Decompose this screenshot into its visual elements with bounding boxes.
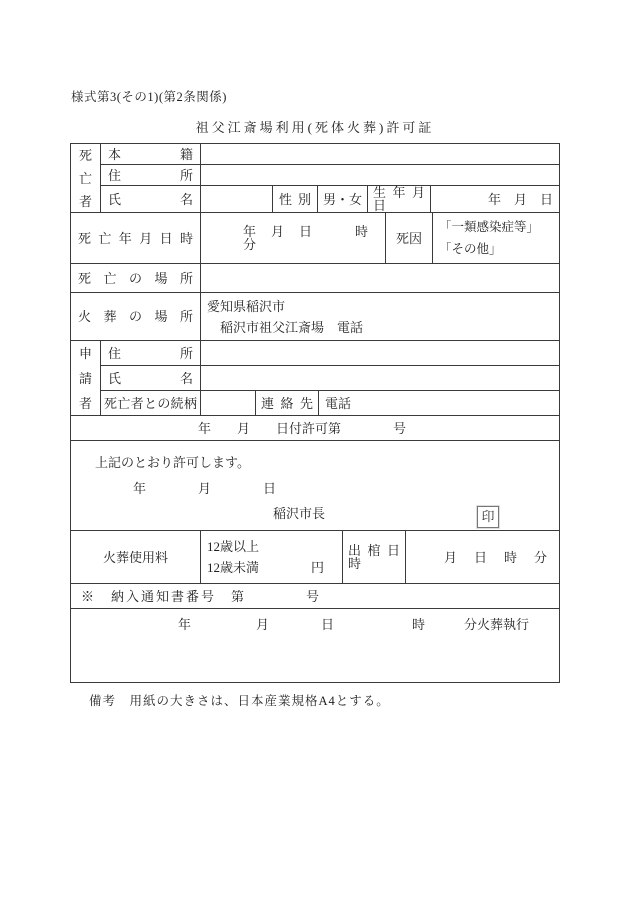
applicant-address-value-cell (201, 341, 559, 365)
relation-label-cell (101, 391, 201, 415)
domicile-label-cell (101, 144, 201, 164)
applicant-group-row (71, 341, 559, 416)
coffin-label-cell (343, 531, 406, 583)
deceased-domicile-row (101, 144, 559, 165)
deceased-name-label-cell (101, 186, 201, 212)
sex-label-cell (273, 186, 318, 212)
remarks-note: 備考 用紙の大きさは、日本産業規格A4とする。 (89, 694, 390, 708)
relation-value-cell (201, 391, 256, 415)
cause-option-2: 「その他」 (439, 242, 502, 256)
birthdate-value-cell (431, 186, 559, 212)
applicant-address-label: 住 所 (108, 345, 193, 361)
sex-options-cell (318, 186, 368, 212)
permit-number-row (71, 416, 559, 441)
deceased-address-row (101, 165, 559, 186)
applicant-address-label-cell (101, 341, 201, 365)
applicant-address-row (101, 341, 559, 366)
cremation-place-value (201, 292, 559, 342)
domicile-value-cell (201, 144, 559, 164)
deceased-group-label: 死亡者 (79, 147, 93, 209)
death-datetime-label: 死 亡 年 月 日 時 (78, 230, 193, 246)
seal-character: 印 (481, 509, 495, 525)
birthdate-value: 年 月 日 (487, 191, 553, 207)
permit-number-line: 年 月 日付許可第 号 (198, 420, 407, 436)
fee-value-cell (201, 531, 343, 583)
applicant-group-label: 申請者 (79, 345, 93, 411)
domicile-label: 本 籍 (108, 146, 193, 162)
fee-label: 火葬使用料 (102, 549, 168, 565)
deceased-group-cell (71, 144, 101, 212)
applicant-name-row (101, 366, 559, 391)
death-place-row (71, 264, 559, 293)
cremation-place-value-cell (201, 293, 559, 340)
fee-values (201, 532, 342, 582)
coffin-label: 出 棺 日 時 (348, 543, 400, 571)
deceased-address-label-cell (101, 165, 201, 185)
execution-line: 年 月 日 時 分火葬執行 (178, 617, 530, 632)
deceased-group-row (71, 144, 559, 213)
deceased-name-label: 氏 名 (108, 191, 193, 207)
form-code: 様式第3(その1)(第2条関係) (71, 90, 227, 104)
death-place-label: 死 亡 の 場 所 (78, 270, 193, 286)
death-datetime-label-cell (71, 213, 201, 263)
cause-label: 死因 (395, 230, 422, 246)
permit-number-cell (71, 416, 559, 440)
coffin-value-cell (406, 531, 559, 583)
cremation-place-label: 火 葬 の 場 所 (78, 309, 193, 324)
notice-number-line: ※ 納入通知書番号 第 号 (81, 588, 322, 604)
coffin-value: 月 日 時 分 (444, 549, 547, 565)
deceased-name-row (101, 186, 559, 212)
death-datetime-row (71, 213, 559, 264)
applicant-group-cell (71, 341, 101, 415)
death-datetime-value: 年 月 日 時 分 (243, 224, 398, 252)
cause-option-1: 「一類感染症等」 (439, 220, 540, 234)
cause-value-cell (433, 213, 559, 263)
birthdate-label: 生 年 月 日 (373, 185, 425, 213)
cremation-place-row (71, 293, 559, 341)
cause-label-cell (386, 213, 433, 263)
contact-label-cell (256, 391, 319, 415)
mayor-label: 稲沢市長 (273, 506, 326, 521)
permission-date-line: 年 月 日 (133, 480, 277, 496)
execution-cell (71, 609, 559, 682)
seal-mark (477, 506, 499, 528)
cremation-place-line2: 稲沢市祖父江斎場 電話 (207, 319, 364, 335)
cremation-place-label-cell (71, 293, 201, 340)
deceased-address-value-cell (201, 165, 559, 185)
applicant-name-label: 氏 名 (108, 370, 193, 386)
deceased-address-label: 住 所 (108, 167, 193, 183)
birthdate-label-cell (368, 186, 431, 212)
death-datetime-value-cell (201, 213, 398, 263)
cremation-place-line1: 愛知県稲沢市 (207, 298, 286, 314)
execution-row (71, 609, 559, 682)
contact-value-cell (319, 391, 559, 415)
page-title: 祖父江斎場利用(死体火葬)許可証 (195, 120, 435, 135)
contact-label: 連 絡 先 (261, 395, 313, 411)
permit-form-table (70, 143, 560, 683)
permission-row (71, 441, 559, 531)
fee-row (71, 531, 559, 584)
relation-label: 死亡者との続柄 (104, 395, 197, 411)
permission-statement: 上記のとおり許可します。 (95, 455, 250, 470)
sex-options: 男・女 (322, 191, 362, 207)
permission-cell (71, 441, 559, 530)
sex-label: 性 別 (279, 191, 311, 207)
fee-label-cell (71, 531, 201, 583)
contact-value: 電話 (325, 395, 352, 411)
death-place-label-cell (71, 264, 201, 292)
death-place-value-cell (201, 264, 559, 292)
cause-options (433, 216, 559, 260)
notice-number-row (71, 584, 559, 609)
notice-number-cell (71, 584, 559, 608)
applicant-relation-row (101, 391, 559, 415)
fee-under12-line: 12歳未満 円 (207, 560, 325, 575)
applicant-name-value-cell (201, 366, 559, 390)
applicant-name-label-cell (101, 366, 201, 390)
fee-over12-line: 12歳以上 (207, 539, 260, 554)
deceased-name-value-cell (201, 186, 273, 212)
